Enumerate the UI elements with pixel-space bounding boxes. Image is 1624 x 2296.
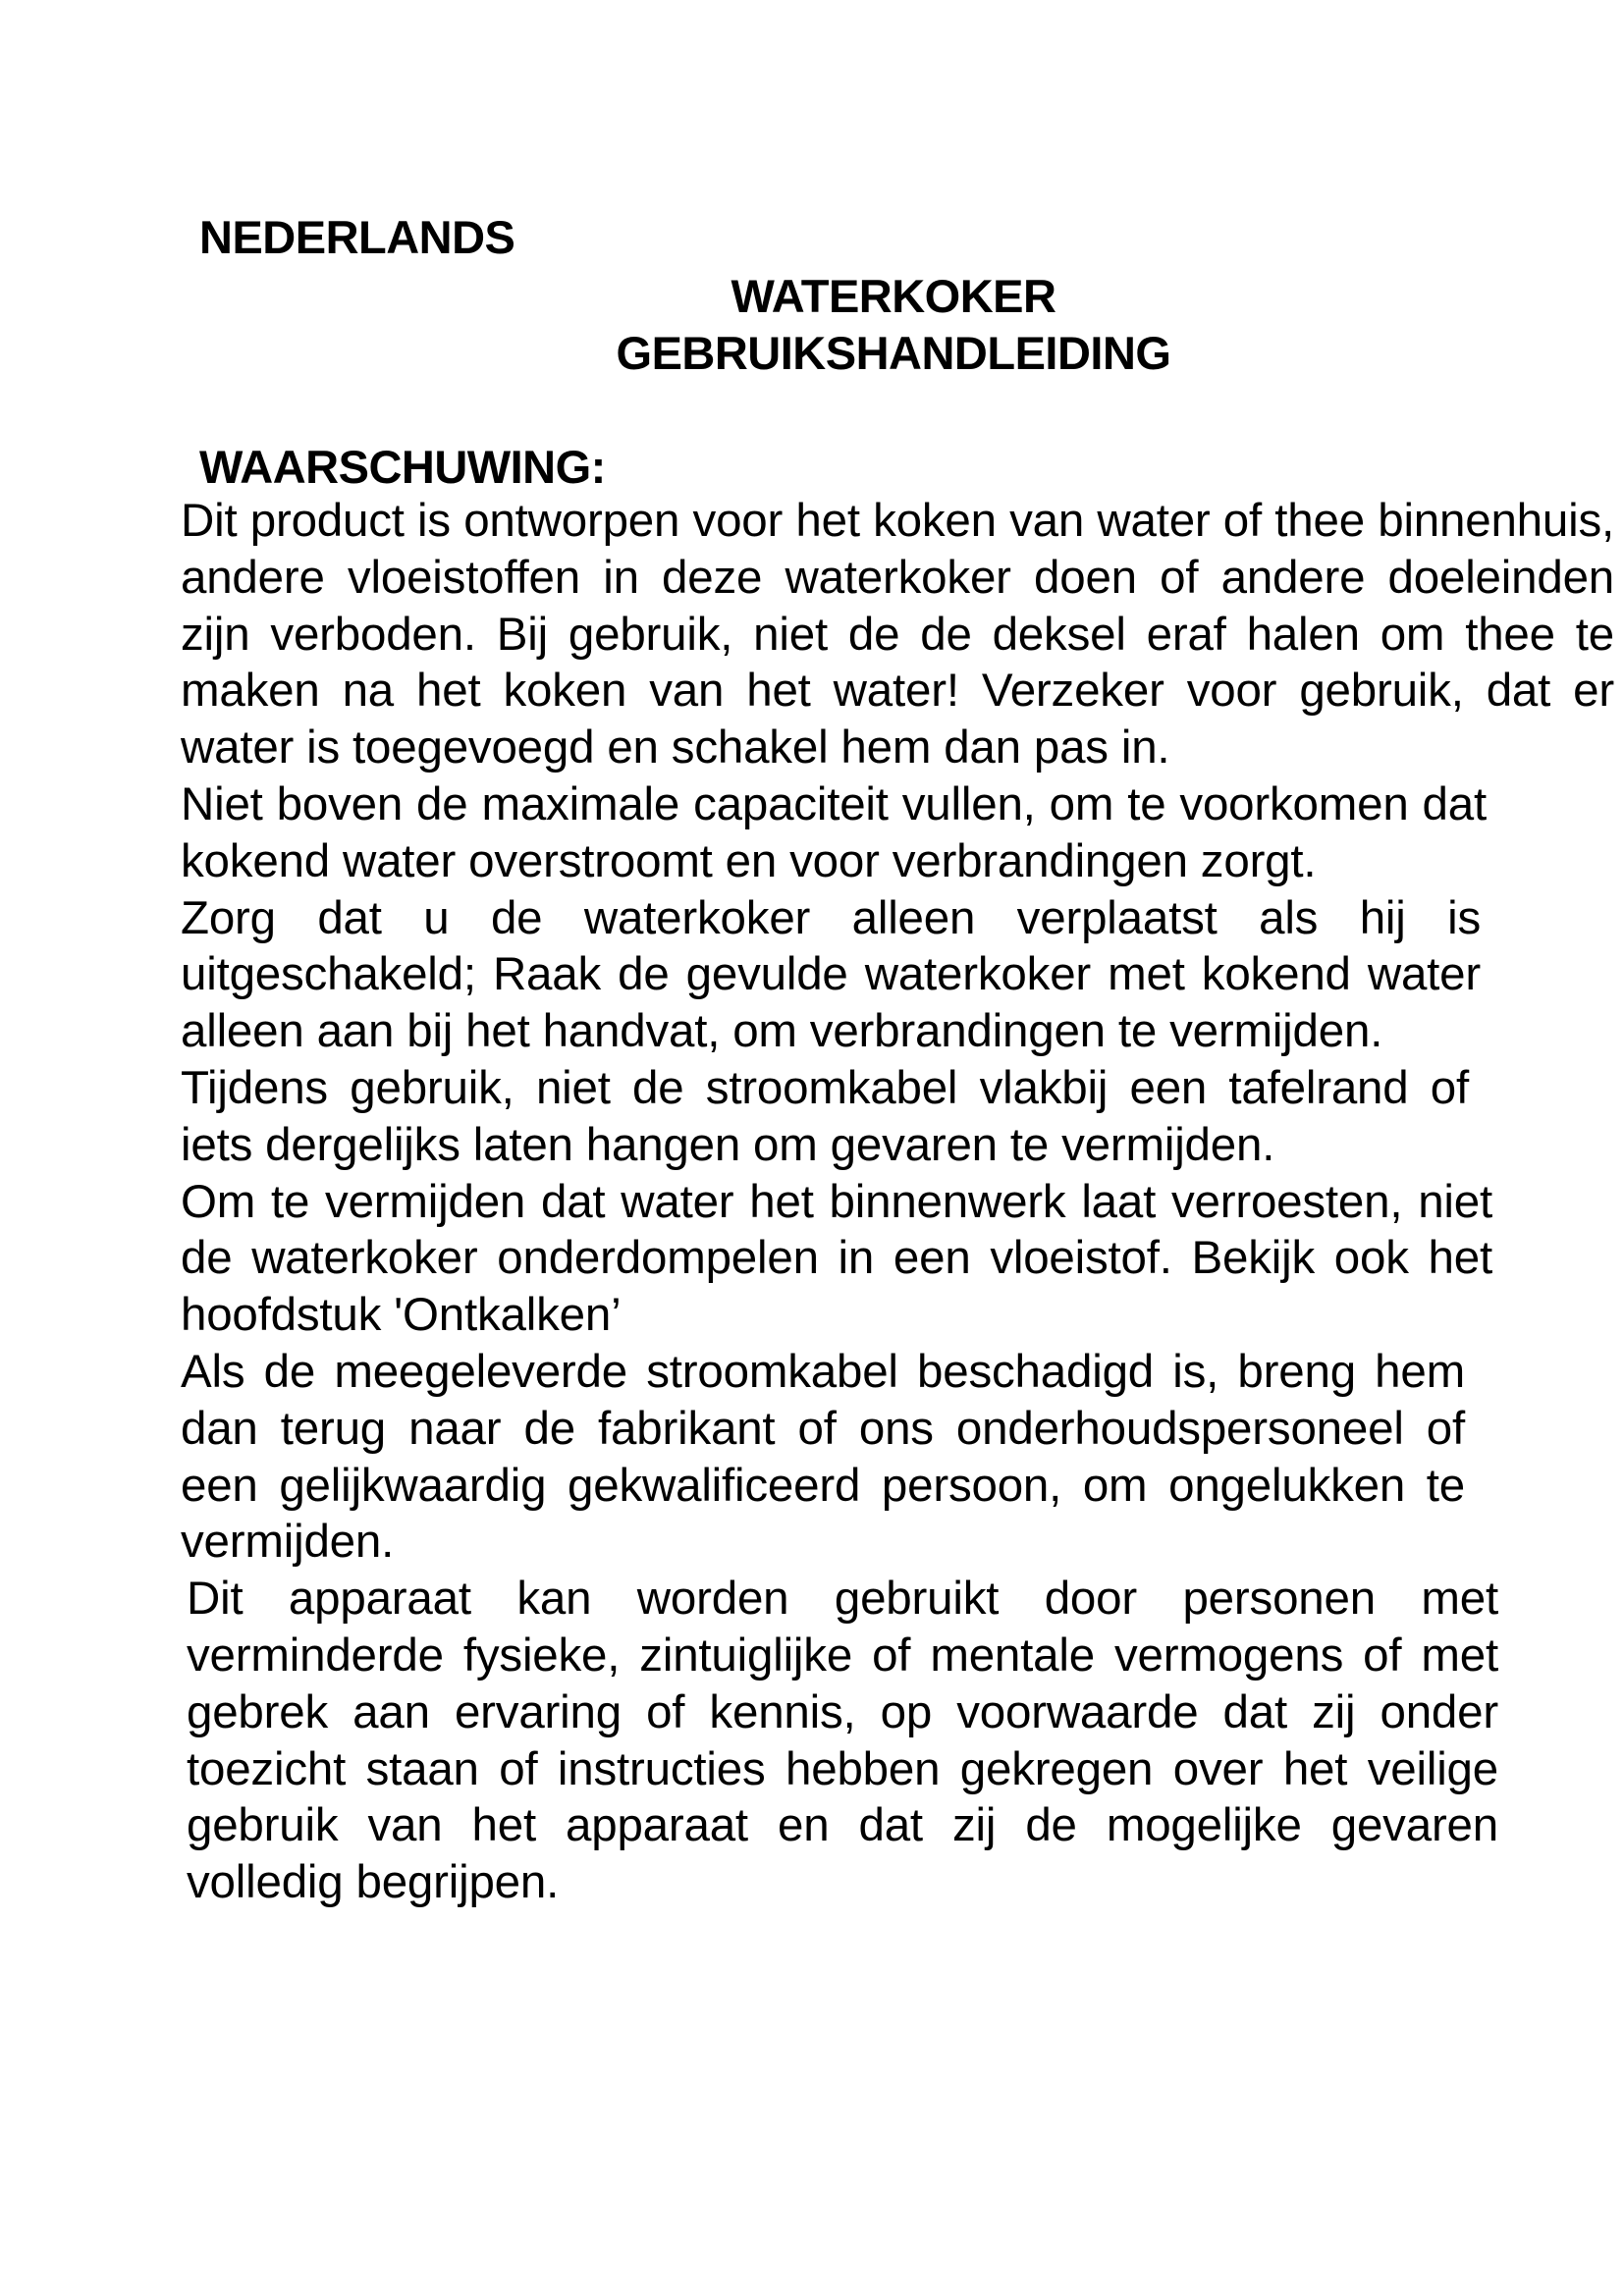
language-label: NEDERLANDS [199, 211, 515, 263]
warning-paragraph-purpose: Dit product is ontworpen voor het koken van water of thee binnenhuis, andere vloeistoffen in deze waterkoker doen of andere doeleinden zijn verboden. Bij gebruik, niet de de deksel eraf halen om thee te maken na het koken van het water! Verzeker voor gebruik, dat er water is toegevoegd en schakel hem dan pas in. [181, 495, 1614, 774]
warning-paragraph-capacity: Niet boven de maximale capaciteit vullen, om te voorkomen dat kokend water overstroomt en voor verbrandingen zorgt. [181, 777, 1487, 887]
warning-paragraph-immersion: Om te vermijden dat water het binnenwerk laat verroesten, niet de waterkoker onderdompelen in een vloeistof. Bekijk ook het hoofdstuk 'Ontkalken’ [181, 1175, 1492, 1342]
warning-text-block [181, 493, 1614, 1911]
warning-paragraph-supervision: Dit apparaat kan worden gebruikt door personen met verminderde fysieke, zintuiglijke of mentale vermogens of met gebrek aan ervaring of kennis, op voorwaarde dat zij onder toezicht staan of instructies hebben gekregen over het veilige gebruik van het apparaat en dat zij de mogelijke gevaren volledig begrijpen. [187, 1573, 1498, 1909]
document-subtitle: GEBRUIKSHANDLEIDING [616, 327, 1171, 379]
warning-paragraph-cable: Tijdens gebruik, niet de stroomkabel vlakbij een tafelrand of iets dergelijks laten hangen om gevaren te vermijden. [181, 1061, 1469, 1171]
document-title: WATERKOKER [731, 270, 1056, 322]
warning-paragraph-moving: Zorg dat u de waterkoker alleen verplaatst als hij is uitgeschakeld; Raak de gevulde waterkoker met kokend water alleen aan bij het handvat, om verbrandingen te vermijden. [181, 891, 1481, 1058]
warning-heading: WAARSCHUWING: [199, 441, 606, 493]
warning-paragraph-damaged-cable: Als de meegeleverde stroomkabel beschadigd is, breng hem dan terug naar de fabrikant of ons onderhoudspersoneel of een gelijkwaardig gekwalificeerd persoon, om ongelukken te vermijden. [181, 1345, 1465, 1569]
